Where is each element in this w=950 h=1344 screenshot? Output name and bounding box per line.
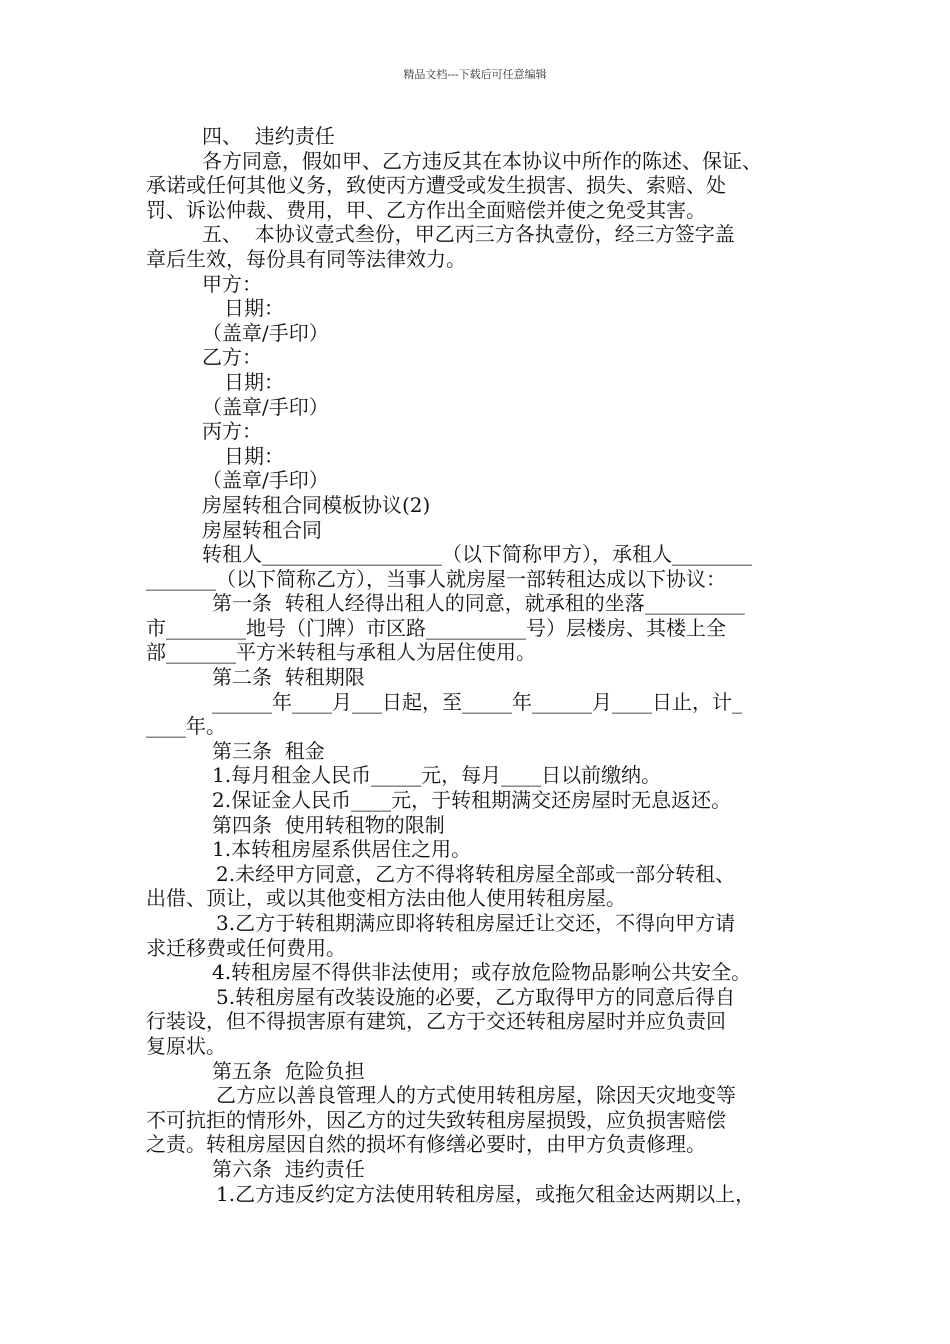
paragraph-line: 行装设，但不得损害原有建筑，乙方于交还转租房屋时并应负责回 xyxy=(146,1009,726,1034)
list-item: 2.保证金人民币____元，于转租期满交还房屋时无息返还。 xyxy=(212,788,732,813)
paragraph-line: 出借、顶让，或以其他变相方法由他人使用转租房屋。 xyxy=(146,886,626,911)
paragraph-line: ______年____月___日起，至_____年______月____日止，计_ xyxy=(212,689,742,714)
paragraph-line: 乙方应以善良管理人的方式使用转租房屋，除因天灾地变等 xyxy=(216,1083,736,1108)
list-item: 4.转租房屋不得供非法使用；或存放危险物品影响公共安全。 xyxy=(212,960,752,985)
article-heading: 第四条 使用转租物的限制 xyxy=(212,812,445,837)
paragraph-line: ____年。 xyxy=(146,714,226,739)
date-label: 日期： xyxy=(224,296,284,321)
article-heading: 第三条 租金 xyxy=(212,738,325,763)
date-label: 日期： xyxy=(224,369,284,394)
document-title: 房屋转租合同模板协议(2) xyxy=(202,492,431,517)
paragraph-line: 各方同意，假如甲、乙方违反其在本协议中所作的陈述、保证、 xyxy=(202,148,762,173)
party-a-label: 甲方： xyxy=(202,271,262,296)
article-heading: 第二条 转租期限 xyxy=(212,665,365,690)
paragraph-line: 不可抗拒的情形外，因乙方的过失致转租房屋损毁，应负损害赔偿 xyxy=(146,1107,726,1132)
seal-label: （盖章/手印） xyxy=(202,468,329,493)
list-item: 1.乙方违反约定方法使用转租房屋，或拖欠租金达两期以上， xyxy=(216,1181,756,1206)
paragraph-line: 之责。转租房屋因自然的损坏有修缮必要时，由甲方负责修理。 xyxy=(146,1132,706,1157)
paragraph-line: 求迁移费或任何费用。 xyxy=(146,935,346,960)
paragraph-line: 市________地号（门牌）市区路__________号）层楼房、其楼上全 xyxy=(146,615,726,640)
document-body xyxy=(146,124,814,1206)
list-item: 3.乙方于转租期满应即将转租房屋迁让交还，不得向甲方请 xyxy=(216,911,736,935)
date-label: 日期： xyxy=(224,443,284,468)
party-c-label: 丙方： xyxy=(202,419,262,444)
paragraph-line: _______（以下简称乙方），当事人就房屋一部转租达成以下协议： xyxy=(146,566,726,591)
seal-label: （盖章/手印） xyxy=(202,320,329,345)
party-b-label: 乙方： xyxy=(202,345,262,370)
article-heading: 第六条 违约责任 xyxy=(212,1156,365,1181)
section-heading: 四、 违约责任 xyxy=(202,124,335,148)
paragraph-line: 转租人__________________（以下简称甲方），承租人________ xyxy=(202,542,752,567)
article-heading: 第五条 危险负担 xyxy=(212,1058,365,1083)
seal-label: （盖章/手印） xyxy=(202,394,329,419)
paragraph-line: 罚、诉讼仲裁、费用，甲、乙方作出全面赔偿并使之免受其害。 xyxy=(146,197,706,222)
paragraph-line: 章后生效，每份具有同等法律效力。 xyxy=(146,246,466,271)
list-item: 2.未经甲方同意，乙方不得将转租房屋全部或一部分转租、 xyxy=(216,861,736,886)
list-item: 5.转租房屋有改装设施的必要，乙方取得甲方的同意后得自 xyxy=(216,984,736,1009)
paragraph-line: 五、 本协议壹式叁份，甲乙丙三方各执壹份，经三方签字盖 xyxy=(202,222,735,247)
paragraph-line: 承诺或任何其他义务，致使丙方遭受或发生损害、损失、索赔、处 xyxy=(146,173,726,198)
paragraph-line: 复原状。 xyxy=(146,1033,226,1058)
list-item: 1.本转租房屋系供居住之用。 xyxy=(212,837,472,862)
list-item: 1.每月租金人民币_____元，每月____日以前缴纳。 xyxy=(212,763,662,788)
paragraph-line: 第一条 转租人经得出租人的同意，就承租的坐落__________ xyxy=(212,591,745,616)
contract-title: 房屋转租合同 xyxy=(202,517,322,542)
page-header: 精品文档---下载后可任意编辑 xyxy=(403,68,547,81)
paragraph-line: 部_______平方米转租与承租人为居住使用。 xyxy=(146,640,536,665)
